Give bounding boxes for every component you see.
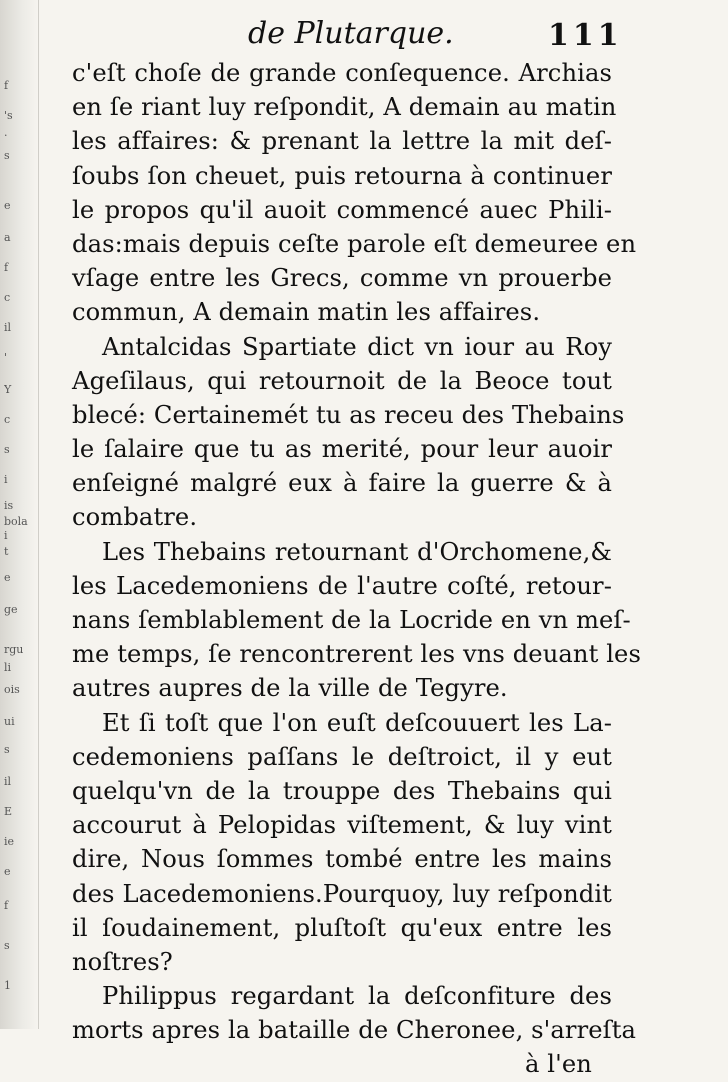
text-line: des Lacedemoniens.Pourquoy, luy reſpondit [72,879,612,908]
margin-fragment: t [4,546,9,558]
text-line: noſtres? [72,947,173,976]
margin-fragment: il [4,322,12,334]
margin-fragment: i [4,530,8,542]
text-line: me temps, ſe rencontrerent les vns deuant les [72,640,641,669]
text-line: il ſoudainement, pluſtoſt qu'eux entre les [72,913,612,942]
margin-fragment: rgu [4,644,24,656]
margin-fragment: ' [4,352,8,364]
margin-fragment: is [4,500,14,512]
text-line: dire, Nous ſommes tombé entre les mains [72,845,612,874]
margin-fragment: 1 [4,980,11,992]
margin-fragment: ge [4,604,18,616]
margin-fragment: Y [4,384,12,396]
margin-fragment: E [4,806,13,818]
text-line: en ſe riant luy reſpondit, A demain au matin [72,93,617,122]
margin-fragment: s [4,940,10,952]
text-line: ſoubs ſon cheuet, puis retourna à continuer [72,161,612,190]
text-line: c'eſt choſe de grande conſequence. Archias [72,59,612,87]
text-line: vſage entre les Grecs, comme vn prouerbe [72,264,612,293]
margin-fragment: f [4,80,9,92]
margin-fragment: · [4,130,8,142]
margin-fragment: bola [4,516,28,528]
paragraph-start: Philippus regardant la deſconfiture des [102,982,612,1011]
paragraph-start: Et ſi toſt que l'on euſt deſcouuert les La- [102,708,612,737]
body-text [72,56,641,1082]
margin-fragment: c [4,292,11,304]
paragraph-start: Antalcidas Spartiate dict vn iour au Roy [102,332,612,361]
page-number: 111 [548,18,623,53]
margin-fragment: f [4,900,9,912]
margin-fragment: li [4,662,12,674]
paragraph-start: Les Thebains retournant d'Orchomene,& [102,537,612,566]
margin-fragment: ie [4,836,15,848]
text-line: le ſalaire que tu as merité, pour leur auoir [72,435,612,464]
margin-fragment: e [4,866,11,878]
text-line: combatre. [72,503,198,532]
text-line: autres aupres de la ville de Tegyre. [72,674,508,703]
margin-fragment: ui [4,716,15,728]
running-head: de Plutarque. [248,16,454,51]
margin-fragment: s [4,150,10,162]
margin-fragment: i [4,474,8,486]
text-line: Ageſilaus, qui retournoit de la Beoce tout [72,366,612,395]
text-line: morts apres la bataille de Cheronee, s'arreſta [72,1016,637,1045]
margin-fragment: f [4,262,9,274]
margin-fragment: a [4,232,11,244]
text-line: bleсé: Certainemét tu as receu des Thebains [72,400,625,429]
text-line: le propos qu'il auoit commencé auec Phili- [72,195,612,224]
catchword: à l'en [525,1050,592,1079]
margin-fragment: e [4,572,11,584]
text-line: accourut à Pelopidas viſtement, & luy vint [72,811,612,840]
text-line: cedemoniens paſſans le deſtroict, il y eut [72,742,612,771]
margin-fragment: ois [4,684,20,696]
text-line: commun, A demain matin les affaires. [72,298,541,327]
text-line: enſeigné malgré eux à faire la guerre & à [72,469,612,498]
margin-fragment: c [4,414,11,426]
margin-fragment: il [4,776,12,788]
text-line: das:mais depuis ceſte parole eſt demeuree en [72,229,637,258]
text-line: nans ſemblablement de la Locride en vn meſ- [72,606,631,634]
margin-fragment: s [4,744,10,756]
margin-fragment: s [4,444,10,456]
text-line: les Lacedemoniens de l'autre coſté, retour- [72,571,612,600]
margin-fragment: 's [4,110,13,122]
text-line: les affaires: & prenant la lettre la mit deſ- [72,127,612,156]
margin-fragment: e [4,200,11,212]
text-line: quelqu'vn de la trouppe des Thebains qui [72,776,612,805]
adjacent-page-gutter [0,0,39,1029]
